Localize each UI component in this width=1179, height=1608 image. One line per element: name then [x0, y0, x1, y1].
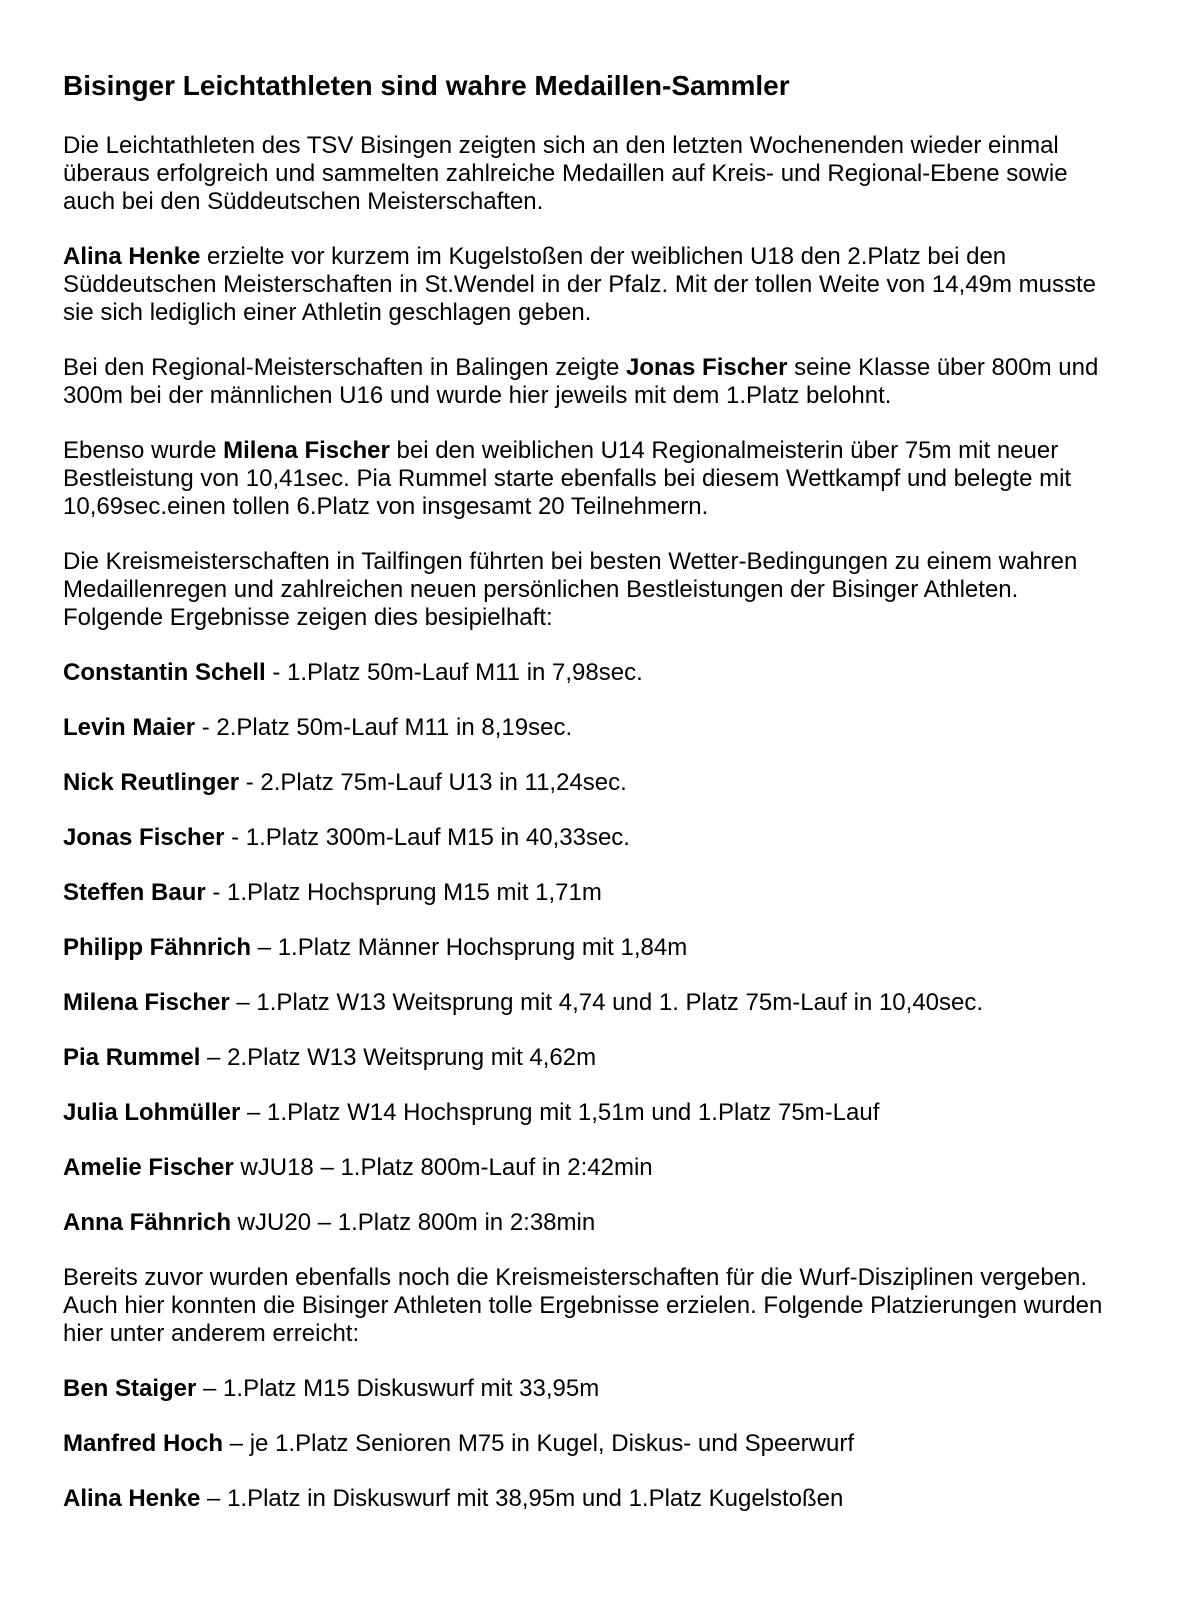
result-item: [63, 1209, 1109, 1237]
result-item: [63, 1154, 1109, 1182]
text-segment: bei den weiblichen U14 Regionalmeisterin über 75m mit neuer Bestleistung von 10,41sec. Pia Rummel starte ebenfalls bei diesem Wettkampf und belegte mit 10,69sec.einen tollen 6.Platz von insgesamt 20 Teilnehmern.: [63, 437, 1072, 520]
paragraph: [63, 437, 1109, 521]
result-item: [63, 824, 1109, 852]
text-segment: wJU20 – 1.Platz 800m in 2:38min: [231, 1209, 596, 1236]
text-segment: Bereits zuvor wurden ebenfalls noch die Kreismeisterschaften für die Wurf-Disziplinen vergeben. Auch hier konnten die Bisinger Athleten tolle Ergebnisse erzielen. Folgende Platzierungen wurden hier unter anderem erreicht:: [63, 1264, 1103, 1347]
text-segment: - 1.Platz Hochsprung M15 mit 1,71m: [205, 879, 602, 906]
text-segment: - 2.Platz 50m-Lauf M11 in 8,19sec.: [195, 714, 573, 741]
athlete-name: Amelie Fischer: [63, 1154, 234, 1181]
athlete-name: Ben Staiger: [63, 1375, 197, 1402]
result-item: [63, 769, 1109, 797]
text-segment: – je 1.Platz Senioren M75 in Kugel, Diskus- und Speerwurf: [223, 1430, 855, 1457]
text-segment: – 1.Platz Männer Hochsprung mit 1,84m: [251, 934, 688, 961]
athlete-name: Philipp Fähnrich: [63, 934, 252, 961]
paragraph: [63, 243, 1109, 327]
article-title: Bisinger Leichtathleten sind wahre Medaillen-Sammler: [63, 70, 790, 101]
text-segment: seine Klasse über 800m und 300m bei der männlichen U16 und wurde hier jeweils mit dem 1.Platz belohnt.: [63, 354, 1099, 409]
text-segment: – 1.Platz M15 Diskuswurf mit 33,95m: [196, 1375, 600, 1402]
athlete-name: Anna Fähnrich: [63, 1209, 232, 1236]
text-segment: - 1.Platz 50m-Lauf M11 in 7,98sec.: [265, 659, 643, 686]
text-segment: Ebenso wurde: [63, 437, 224, 464]
text-segment: – 1.Platz in Diskuswurf mit 38,95m und 1.Platz Kugelstoßen: [200, 1485, 844, 1512]
athlete-name: Levin Maier: [63, 714, 196, 741]
text-segment: – 1.Platz W14 Hochsprung mit 1,51m und 1.Platz 75m-Lauf: [240, 1099, 880, 1126]
article-body: [63, 132, 1109, 1513]
result-item: [63, 659, 1109, 687]
result-item: [63, 1430, 1109, 1458]
result-item: [63, 934, 1109, 962]
athlete-name: Alina Henke: [63, 1485, 201, 1512]
text-segment: – 1.Platz W13 Weitsprung mit 4,74 und 1. Platz 75m-Lauf in 10,40sec.: [229, 989, 984, 1016]
result-item: [63, 1485, 1109, 1513]
paragraph: [63, 548, 1109, 632]
text-segment: – 2.Platz W13 Weitsprung mit 4,62m: [200, 1044, 597, 1071]
text-segment: - 1.Platz 300m-Lauf M15 in 40,33sec.: [224, 824, 630, 851]
paragraph: [63, 1264, 1109, 1348]
athlete-name: Steffen Baur: [63, 879, 206, 906]
athlete-name: Manfred Hoch: [63, 1430, 224, 1457]
text-segment: erzielte vor kurzem im Kugelstoßen der weiblichen U18 den 2.Platz bei den Süddeutschen Meisterschaften in St.Wendel in der Pfalz. Mit der tollen Weite von 14,49m musste sie sich lediglich einer Athletin geschlagen geben.: [63, 243, 1096, 326]
athlete-name: Julia Lohmüller: [63, 1099, 241, 1126]
athlete-name: Milena Fischer: [223, 437, 390, 464]
article: [63, 69, 1109, 1513]
result-item: [63, 1099, 1109, 1127]
result-item: [63, 879, 1109, 907]
result-item: [63, 1375, 1109, 1403]
result-item: [63, 1044, 1109, 1072]
athlete-name: Jonas Fischer: [626, 354, 788, 381]
result-item: [63, 989, 1109, 1017]
text-segment: - 2.Platz 75m-Lauf U13 in 11,24sec.: [239, 769, 627, 796]
athlete-name: Jonas Fischer: [63, 824, 225, 851]
paragraph: [63, 132, 1109, 216]
text-segment: Bei den Regional-Meisterschaften in Balingen zeigte: [63, 354, 627, 381]
athlete-name: Constantin Schell: [63, 659, 266, 686]
athlete-name: Milena Fischer: [63, 989, 230, 1016]
athlete-name: Nick Reutlinger: [63, 769, 240, 796]
text-segment: wJU18 – 1.Platz 800m-Lauf in 2:42min: [233, 1154, 653, 1181]
text-segment: Die Leichtathleten des TSV Bisingen zeigten sich an den letzten Wochenenden wieder einmal überaus erfolgreich und sammelten zahlreiche Medaillen auf Kreis- und Regional-Ebene sowie auch bei den Süddeutschen Meisterschaften.: [63, 132, 1068, 215]
athlete-name: Pia Rummel: [63, 1044, 201, 1071]
paragraph: [63, 354, 1109, 410]
result-item: [63, 714, 1109, 742]
athlete-name: Alina Henke: [63, 243, 201, 270]
text-segment: Die Kreismeisterschaften in Tailfingen führten bei besten Wetter-Bedingungen zu einem wahren Medaillenregen und zahlreichen neuen persönlichen Bestleistungen der Bisinger Athleten. Folgende Ergebnisse zeigen dies besipielhaft:: [63, 548, 1078, 631]
